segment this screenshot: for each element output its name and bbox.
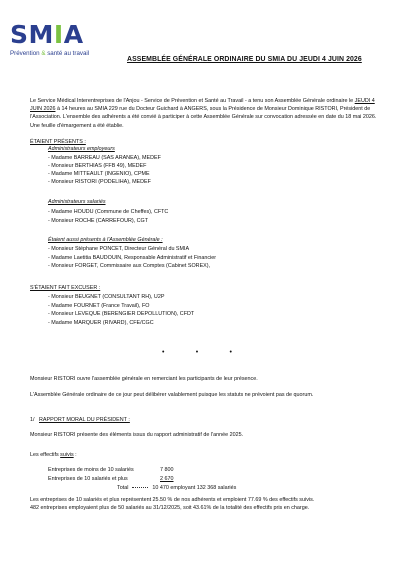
also-present-list (48, 245, 216, 271)
list-item: - Monsieur ROCHE (CARREFOUR), CGT (48, 217, 149, 224)
list-item: - Madame Laetitia BAUDOUIN, Responsable Administratif et Financier (48, 254, 217, 261)
opening-paragraph: Monsieur RISTORI ouvre l'assemblée générale en remerciant les participants de leur présence. (30, 376, 258, 382)
list-item: - Monsieur FORGET, Commissaire aux Comptes (Cabinet SOREX), (48, 263, 211, 269)
present-heading: ÉTAIENT PRÉSENTS : (30, 139, 86, 145)
employees-heading: Administrateurs salariés (48, 199, 106, 205)
closing-paragraph: Les entreprises de 10 salariés et plus représentent 25.50 % de nos adhérents et emploient 77.69 % des effectifs suivis. 482 entreprises employaient plus de 50 salariés au 31/12/2025, soit 43.61% de la totalité des effectifs pris en charge. (30, 497, 315, 511)
also-present-heading: Étaient aussi présents à l'Assemblée Générale : (48, 237, 163, 243)
separator-dot: • (162, 349, 165, 356)
separator-dot: • (229, 349, 232, 356)
section-1-text: Monsieur RISTORI présente des éléments issus du rapport administratif de l'année 2025. (30, 432, 244, 438)
document-title: ASSEMBLÉE GÉNÉRALE ORDINAIRE DU SMIA DU JEUDI 4 JUIN 2026 (127, 56, 362, 63)
smia-logo (10, 22, 106, 72)
attendance-sheet-note: Une feuille d'émargement a été établie. (30, 123, 124, 129)
staff-lead: Les effectifs suivis : (30, 452, 77, 458)
list-item: - Madame FOURNET (France Travail), FO (48, 302, 150, 309)
excused-list (48, 293, 194, 327)
list-item: - Monsieur RISTORI (PODELIHA), MEDEF (48, 178, 151, 185)
staff-row-small-value: 7 800 (160, 467, 174, 473)
staff-row-small-label: Entreprises de moins de 10 salariés (48, 467, 134, 473)
intro-paragraph: Le Service Médical Interentreprises de l'Anjou - Service de Prévention et Santé au Travail - a tenu son Assemblée Générale ordinaire le JEUDI 4 JUIN 2026 à 14 heures au SMIA 229 rue du Docteur Guichard à ANGERS, sous la Présidence de Monsieur Dominique RISTORI, Président de l'Association. L'ensemble des adhérents a été convié à participer à cette Assemblée Générale sur convocation adressée en date du 18 mai 2026. (30, 98, 377, 120)
logo-tagline: Prévention & santé au travail (10, 50, 90, 57)
list-item: - Madame BARREAU (SAS ARANEA), MEDEF (48, 155, 161, 161)
list-item: - Monsieur BERTHIAS (FFB 49), MEDEF (48, 162, 147, 169)
employers-heading: Administrateurs employeurs (48, 146, 115, 152)
separator-dot: • (195, 349, 199, 356)
employers-list (48, 155, 161, 187)
logo-wordmark: SMIA (10, 20, 84, 49)
list-item: - Monsieur BEUGNET (CONSULTANT RH), U2P (48, 294, 165, 300)
employees-list (48, 208, 168, 225)
list-item: - Madame MITTEAULT (INGENIO), CPME (48, 170, 150, 177)
meeting-date: JEUDI 4 JUIN 2026 (30, 98, 375, 112)
excused-heading: S'ÉTAIENT FAIT EXCUSER : (30, 285, 101, 291)
list-item: - Monsieur Stéphane PONCET, Directeur Général du SMIA (48, 246, 190, 252)
quorum-paragraph: L'Assemblée Générale ordinaire de ce jour peut délibérer valablement puisque les statuts ne prévoient pas de quorum. (30, 392, 314, 398)
list-item: - Madame MARQUER (RIVARD), CFE/CGC (48, 319, 154, 326)
list-item: - Madame HOUDU (Commune de Cheffes), CFTC (48, 209, 169, 215)
section-separator (162, 349, 232, 356)
list-item: - Monsieur LEVEQUE (BERENGIER DEPOLLUTION), CFDT (48, 311, 195, 317)
staff-total-row: Total 10 470 employant 132 368 salariés (117, 485, 237, 491)
staff-row-large-value: 2 670 (160, 476, 174, 482)
section-1-heading: 1/ RAPPORT MORAL DU PRÉSIDENT : (30, 417, 130, 423)
staff-row-large-label: Entreprises de 10 salariés et plus (48, 476, 128, 482)
